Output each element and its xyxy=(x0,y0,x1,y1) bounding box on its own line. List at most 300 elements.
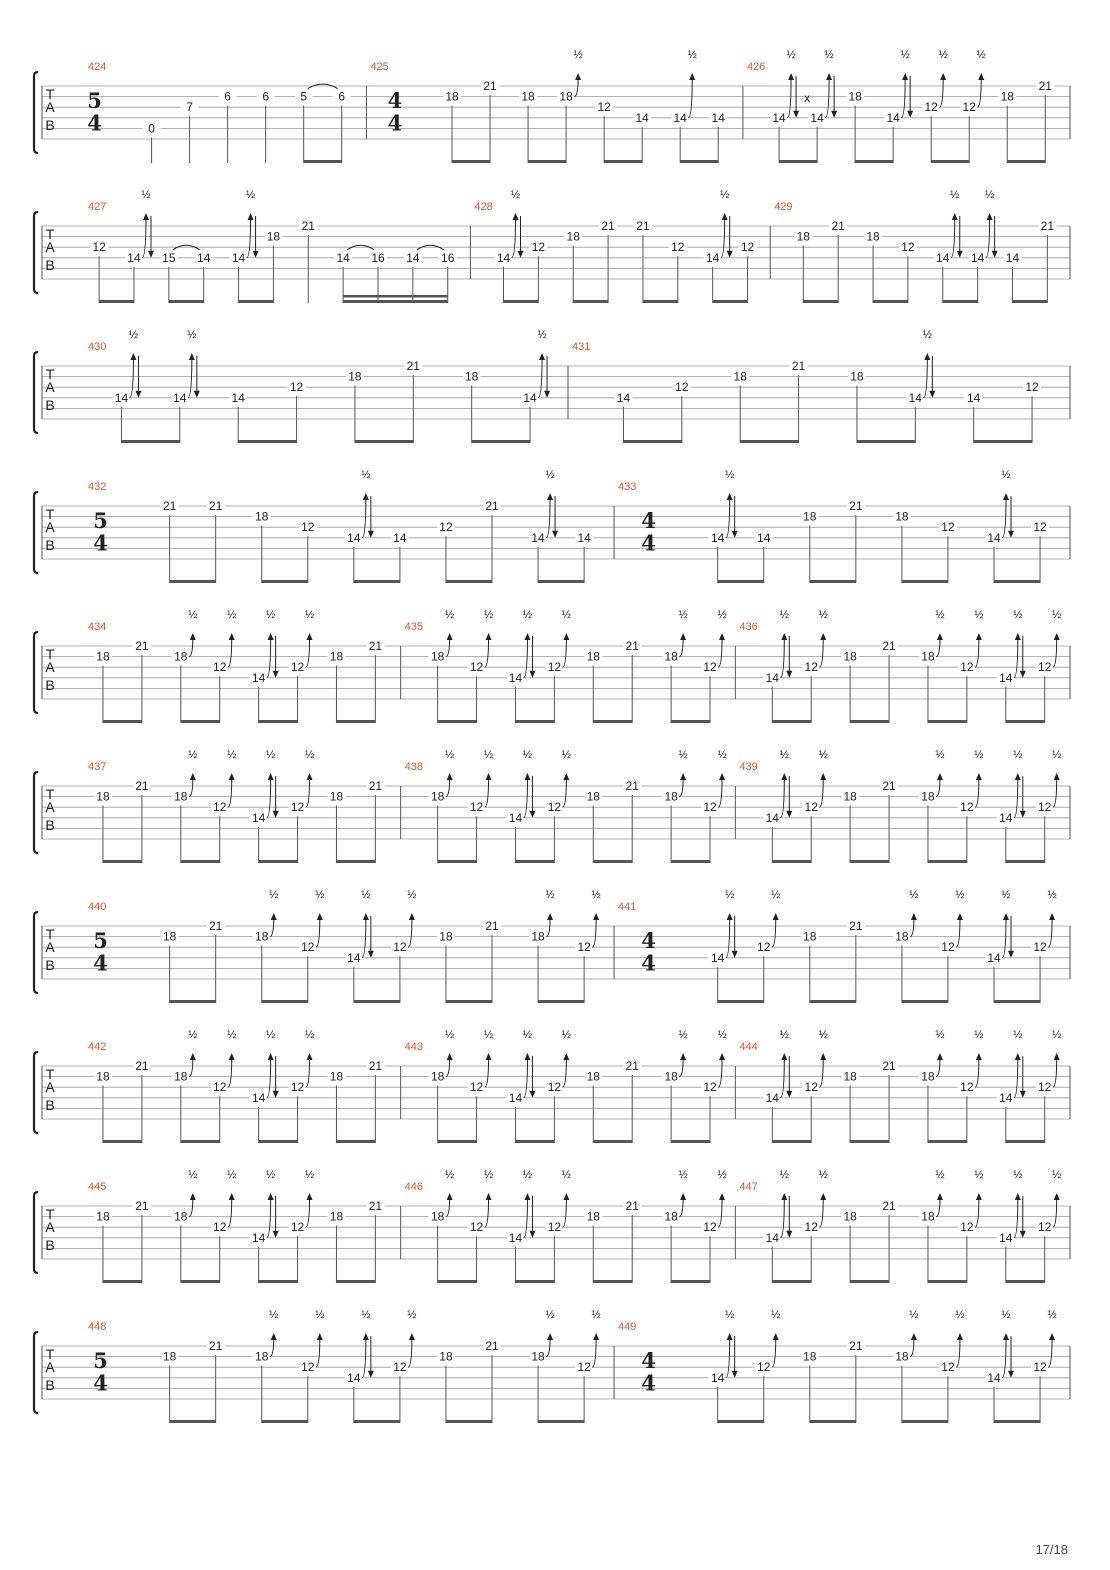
fret-number: 12 xyxy=(213,1080,227,1095)
tab-clef-letter: B xyxy=(45,116,55,133)
fret-number: 12 xyxy=(213,800,227,815)
release-arrow-icon xyxy=(1020,811,1026,818)
measure-number: 441 xyxy=(618,901,637,913)
fret-number: 18 xyxy=(664,1209,678,1224)
beam xyxy=(103,1140,142,1143)
beam xyxy=(671,860,710,863)
fret-number: 14 xyxy=(197,250,211,265)
beam xyxy=(262,1000,308,1003)
fret-number: 18 xyxy=(586,789,600,804)
fret-number: 18 xyxy=(850,369,864,384)
bend-arrow-icon xyxy=(781,1053,787,1060)
fret-number: 14 xyxy=(710,530,725,545)
fret-number: 18 xyxy=(445,89,459,104)
fret-number: 21 xyxy=(135,1199,149,1213)
fret-number: 21 xyxy=(625,1199,639,1213)
bend-arrow-icon xyxy=(409,1333,415,1340)
bend-amount-label: ½ xyxy=(407,1309,417,1321)
fret-number: 12 xyxy=(703,1080,717,1095)
beam xyxy=(170,1000,216,1003)
fret-number: 18 xyxy=(430,1069,445,1084)
fret-number: 12 xyxy=(301,940,315,955)
fret-number: 18 xyxy=(895,1349,909,1364)
beam xyxy=(446,580,492,583)
tab-system-svg xyxy=(0,749,1110,910)
fret-number: 16 xyxy=(371,250,385,265)
fret-number: 18 xyxy=(96,1069,110,1084)
fret-number: 12 xyxy=(439,520,453,535)
bend-arrow-icon xyxy=(447,773,453,780)
tab-clef-letter: A xyxy=(45,239,55,256)
fret-number: 21 xyxy=(601,219,615,233)
bend-amount-label: ½ xyxy=(818,1029,828,1041)
fret-number: 18 xyxy=(664,1069,678,1084)
system-bracket xyxy=(34,1192,38,1273)
measure-number: 444 xyxy=(739,1041,758,1053)
fret-number: 12 xyxy=(547,1080,562,1095)
bend-amount-label: ½ xyxy=(1013,1029,1023,1041)
tab-clef-letter: A xyxy=(45,799,55,816)
beam xyxy=(928,1140,967,1143)
bend-amount-label: ½ xyxy=(678,609,688,621)
fret-number: 12 xyxy=(213,1220,227,1235)
beam xyxy=(181,720,220,723)
bend-amount-label: ½ xyxy=(561,609,571,621)
tab-system xyxy=(0,189,1110,350)
bend-arrow-icon xyxy=(719,773,725,780)
bend-arrow-icon xyxy=(727,913,733,920)
bend-amount-label: ½ xyxy=(725,889,735,901)
bend-arrow-icon xyxy=(902,73,908,80)
bend-arrow-icon xyxy=(820,1193,826,1200)
bend-amount-label: ½ xyxy=(985,189,995,201)
time-signature-bottom: 4 xyxy=(93,530,108,556)
bend-amount-label: ½ xyxy=(445,1029,455,1041)
beam xyxy=(336,860,375,863)
fret-number: 12 xyxy=(301,1360,315,1375)
beam xyxy=(99,300,134,303)
bend-arrow-icon xyxy=(447,633,453,640)
release-arrow-icon xyxy=(273,1091,279,1098)
fret-number: 14 xyxy=(772,110,786,125)
bend-amount-label: ½ xyxy=(935,609,945,621)
fret-number: 12 xyxy=(469,800,484,815)
fret-number: 21 xyxy=(625,639,639,653)
bend-arrow-icon xyxy=(363,913,369,920)
fret-number: 12 xyxy=(301,520,315,535)
bend-amount-label: ½ xyxy=(128,329,139,341)
bend-arrow-icon xyxy=(409,913,415,920)
fret-number: 12 xyxy=(577,940,591,955)
bend-amount-label: ½ xyxy=(678,1029,688,1041)
tab-clef-letter: T xyxy=(45,506,55,522)
bend-amount-label: ½ xyxy=(779,749,789,761)
tab-system-svg xyxy=(0,189,1110,350)
bend-arrow-icon xyxy=(190,773,196,780)
fret-number: 21 xyxy=(368,1059,383,1073)
bend-amount-label: ½ xyxy=(779,1029,789,1041)
tab-clef-letter: T xyxy=(45,366,55,382)
fret-number: 12 xyxy=(924,100,938,115)
bend-amount-label: ½ xyxy=(445,749,455,761)
measure-number: 447 xyxy=(739,1181,758,1193)
bend-amount-label: ½ xyxy=(304,1029,315,1041)
fret-number: 12 xyxy=(469,660,484,675)
release-arrow-icon xyxy=(1020,1091,1026,1098)
time-signature-top: 4 xyxy=(641,508,656,534)
beam xyxy=(472,440,530,443)
fret-number: 18 xyxy=(664,789,678,804)
bend-arrow-icon xyxy=(248,213,254,220)
bend-arrow-icon xyxy=(524,1193,530,1200)
beam xyxy=(994,1000,1040,1003)
beam xyxy=(604,160,642,163)
bend-arrow-icon xyxy=(1049,913,1055,920)
beam xyxy=(239,300,274,303)
bend-amount-label: ½ xyxy=(1001,889,1011,901)
release-arrow-icon xyxy=(368,951,374,958)
fret-number: 12 xyxy=(290,660,305,675)
fret-number: 6 xyxy=(224,89,231,104)
bend-amount-label: ½ xyxy=(361,469,371,481)
fret-number: 14 xyxy=(987,530,1001,545)
bend-amount-label: ½ xyxy=(786,49,796,61)
bend-amount-label: ½ xyxy=(510,189,521,201)
system-bracket xyxy=(34,212,38,293)
fret-number: 14 xyxy=(393,530,407,545)
release-arrow-icon xyxy=(544,391,550,398)
tab-clef-letter: A xyxy=(45,1359,55,1376)
fret-number: 14 xyxy=(705,250,720,265)
measure-number: 446 xyxy=(404,1181,424,1193)
release-arrow-icon xyxy=(1008,1371,1014,1378)
tab-clef-letter: B xyxy=(45,1376,55,1393)
time-signature-top: 5 xyxy=(93,508,108,534)
fret-number: 14 xyxy=(508,1230,523,1245)
bend-arrow-icon xyxy=(229,773,235,780)
fret-number: 14 xyxy=(231,390,245,405)
bend-amount-label: ½ xyxy=(725,1309,735,1321)
beam xyxy=(772,720,811,723)
beam xyxy=(931,160,969,163)
bend-amount-label: ½ xyxy=(188,1169,198,1181)
fret-number: 14 xyxy=(347,1370,361,1385)
system-bracket xyxy=(34,72,38,153)
bend-amount-label: ½ xyxy=(1047,889,1057,901)
fret-number: 14 xyxy=(886,110,900,125)
bend-arrow-icon xyxy=(486,773,492,780)
tab-clef-letter: B xyxy=(45,956,55,973)
bend-amount-label: ½ xyxy=(227,1169,237,1181)
time-signature-top: 5 xyxy=(87,88,102,114)
measure-number: 430 xyxy=(88,341,107,353)
fret-number: 14 xyxy=(508,670,523,685)
measure-number: 424 xyxy=(88,61,107,73)
bend-arrow-icon xyxy=(937,1053,943,1060)
fret-number: 21 xyxy=(849,499,863,513)
fret-number: 5 xyxy=(300,89,308,104)
fret-number: 12 xyxy=(547,660,562,675)
bend-arrow-icon xyxy=(680,773,686,780)
fret-number: 21 xyxy=(135,1059,149,1073)
bend-amount-label: ½ xyxy=(678,749,688,761)
bend-arrow-icon xyxy=(689,73,695,80)
fret-number: 14 xyxy=(765,1090,779,1105)
beam xyxy=(121,440,179,443)
beam xyxy=(438,1140,477,1143)
release-arrow-icon xyxy=(529,811,535,818)
bend-arrow-icon xyxy=(976,1193,982,1200)
fret-number: 12 xyxy=(547,800,562,815)
measure-number: 445 xyxy=(88,1181,107,1193)
bend-amount-label: ½ xyxy=(591,1309,601,1321)
fret-number: 18 xyxy=(733,369,747,384)
bend-arrow-icon xyxy=(524,773,530,780)
fret-number: 21 xyxy=(849,919,863,933)
bend-amount-label: ½ xyxy=(771,1309,781,1321)
fret-number: 14 xyxy=(114,390,129,405)
release-arrow-icon xyxy=(786,1231,792,1238)
beam xyxy=(354,580,400,583)
fret-number: 14 xyxy=(757,530,771,545)
beam xyxy=(772,1140,811,1143)
bend-amount-label: ½ xyxy=(935,749,945,761)
bend-arrow-icon xyxy=(680,1053,686,1060)
bend-arrow-icon xyxy=(1049,1333,1055,1340)
fret-number: 12 xyxy=(960,800,974,815)
time-signature-bottom: 4 xyxy=(387,110,403,136)
fret-number: 14 xyxy=(531,530,545,545)
bend-amount-label: ½ xyxy=(976,49,986,61)
release-arrow-icon xyxy=(907,111,913,118)
fret-number: 12 xyxy=(960,1220,974,1235)
fret-number: 14 xyxy=(765,670,779,685)
bend-amount-label: ½ xyxy=(315,889,325,901)
fret-number: 21 xyxy=(882,1059,896,1073)
bend-arrow-icon xyxy=(1015,633,1021,640)
bend-amount-label: ½ xyxy=(573,49,583,61)
fret-number: 12 xyxy=(804,660,818,675)
bend-amount-label: ½ xyxy=(188,1029,198,1041)
bend-arrow-icon xyxy=(987,213,993,220)
fret-number: 12 xyxy=(1038,660,1052,675)
fret-number: 18 xyxy=(266,229,281,244)
bend-amount-label: ½ xyxy=(824,49,834,61)
fret-number: 12 xyxy=(671,240,685,255)
bend-amount-label: ½ xyxy=(950,189,960,201)
beam xyxy=(452,160,490,163)
beam xyxy=(169,300,204,303)
beam xyxy=(103,1280,142,1283)
fret-number: 12 xyxy=(675,380,689,395)
tab-clef-letter: T xyxy=(45,786,55,802)
fret-number: 12 xyxy=(393,1360,407,1375)
fret-number: 14 xyxy=(967,390,981,405)
fret-number: 12 xyxy=(804,1220,818,1235)
release-arrow-icon xyxy=(368,1371,374,1378)
release-arrow-icon xyxy=(194,391,200,398)
bend-amount-label: ½ xyxy=(561,749,571,761)
release-arrow-icon xyxy=(1020,671,1026,678)
bend-arrow-icon xyxy=(268,633,274,640)
bend-amount-label: ½ xyxy=(1052,1169,1062,1181)
bend-amount-label: ½ xyxy=(900,49,910,61)
measure-number: 425 xyxy=(370,61,389,73)
bend-amount-label: ½ xyxy=(227,1029,237,1041)
fret-number: 21 xyxy=(208,919,223,933)
beam-secondary xyxy=(343,295,448,298)
fret-number: 14 xyxy=(251,810,266,825)
tab-clef-letter: B xyxy=(45,676,55,693)
bend-arrow-icon xyxy=(229,1053,235,1060)
release-arrow-icon xyxy=(148,251,154,258)
fret-number: 18 xyxy=(329,649,344,664)
bend-amount-label: ½ xyxy=(935,1029,945,1041)
beam xyxy=(103,720,142,723)
beam xyxy=(902,580,948,583)
beam xyxy=(259,1280,298,1283)
beam xyxy=(643,300,678,303)
fret-number: 6 xyxy=(338,89,346,104)
time-signature-top: 5 xyxy=(93,1348,108,1374)
fret-number: 18 xyxy=(439,929,453,944)
bend-arrow-icon xyxy=(911,913,917,920)
fret-number: 18 xyxy=(803,929,817,944)
bend-arrow-icon xyxy=(957,1333,963,1340)
bend-arrow-icon xyxy=(820,1053,826,1060)
tab-clef-letter: A xyxy=(45,1079,55,1096)
tab-clef-letter: T xyxy=(45,226,55,242)
release-arrow-icon xyxy=(786,1091,792,1098)
bend-arrow-icon xyxy=(447,1193,453,1200)
beam xyxy=(779,160,817,163)
fret-number: 12 xyxy=(213,660,227,675)
fret-number: 12 xyxy=(1038,800,1052,815)
fret-number: 12 xyxy=(960,660,974,675)
tab-clef-letter: B xyxy=(45,536,55,553)
fret-number: 12 xyxy=(962,100,976,115)
release-arrow-icon xyxy=(786,811,792,818)
beam xyxy=(671,720,710,723)
bend-arrow-icon xyxy=(937,633,943,640)
bend-amount-label: ½ xyxy=(909,889,919,901)
bend-amount-label: ½ xyxy=(1052,609,1062,621)
beam xyxy=(1012,300,1047,303)
fret-number: 0 xyxy=(148,121,155,136)
fret-number: 14 xyxy=(673,110,687,125)
fret-number: 21 xyxy=(791,359,806,373)
bend-arrow-icon xyxy=(268,1193,274,1200)
bend-arrow-icon xyxy=(593,1333,599,1340)
bend-amount-label: ½ xyxy=(974,749,984,761)
fret-number: 12 xyxy=(393,940,407,955)
beam xyxy=(438,1280,477,1283)
fret-number: 14 xyxy=(765,810,779,825)
fret-number: 18 xyxy=(566,229,580,244)
tab-clef-letter: A xyxy=(45,99,55,116)
bend-arrow-icon xyxy=(524,1053,530,1060)
bend-amount-label: ½ xyxy=(1013,609,1023,621)
bend-amount-label: ½ xyxy=(591,889,601,901)
beam xyxy=(538,1420,584,1423)
beam xyxy=(857,440,915,443)
beam xyxy=(170,1420,216,1423)
bend-arrow-icon xyxy=(976,633,982,640)
fret-number: 18 xyxy=(531,1349,545,1364)
fret-number: 21 xyxy=(301,219,315,233)
bend-amount-label: ½ xyxy=(717,1029,727,1041)
bend-arrow-icon xyxy=(1054,1053,1060,1060)
fret-number: 14 xyxy=(936,250,950,265)
bend-arrow-icon xyxy=(1054,1193,1060,1200)
fret-number: 18 xyxy=(162,1349,177,1364)
beam xyxy=(336,1280,375,1283)
beam xyxy=(943,300,978,303)
fret-number: 18 xyxy=(465,369,479,384)
bend-arrow-icon xyxy=(547,913,553,920)
measure-number: 432 xyxy=(88,481,107,493)
bend-arrow-icon xyxy=(229,1193,235,1200)
bend-arrow-icon xyxy=(1015,1053,1021,1060)
fret-number: 14 xyxy=(710,950,725,965)
fret-number: 12 xyxy=(960,1080,974,1095)
release-arrow-icon xyxy=(253,251,259,258)
measure-number: 428 xyxy=(474,201,493,213)
bend-arrow-icon xyxy=(719,633,725,640)
bend-amount-label: ½ xyxy=(545,1309,555,1321)
fret-number: 12 xyxy=(1033,1360,1047,1375)
bend-arrow-icon xyxy=(1015,1193,1021,1200)
beam xyxy=(259,860,298,863)
fret-number: 21 xyxy=(208,1339,223,1353)
fret-number: 14 xyxy=(908,390,922,405)
fret-number: 12 xyxy=(740,240,755,255)
time-signature-bottom: 4 xyxy=(87,110,102,136)
system-bracket xyxy=(34,492,38,573)
fret-number: 12 xyxy=(469,1220,484,1235)
fret-number: 12 xyxy=(703,800,717,815)
release-arrow-icon xyxy=(1008,531,1014,538)
beam xyxy=(928,1280,967,1283)
beam xyxy=(538,580,584,583)
beam xyxy=(355,440,413,443)
fret-number: 21 xyxy=(849,1339,863,1353)
fret-number: 18 xyxy=(843,1069,857,1084)
bend-amount-label: ½ xyxy=(1052,1029,1062,1041)
beam xyxy=(928,720,967,723)
bend-arrow-icon xyxy=(773,913,779,920)
bend-amount-label: ½ xyxy=(938,49,948,61)
fret-number: 12 xyxy=(289,380,304,395)
fret-number: 18 xyxy=(255,929,269,944)
bend-arrow-icon xyxy=(773,1333,779,1340)
fret-number: 18 xyxy=(174,649,188,664)
bend-arrow-icon xyxy=(1003,913,1009,920)
tab-system-svg xyxy=(0,329,1110,490)
bend-arrow-icon xyxy=(486,1053,492,1060)
fret-number: 21 xyxy=(1038,79,1052,93)
bend-amount-label: ½ xyxy=(687,49,697,61)
tab-clef-letter: A xyxy=(45,939,55,956)
bend-arrow-icon xyxy=(722,213,728,220)
beam xyxy=(538,1000,584,1003)
bend-arrow-icon xyxy=(1054,633,1060,640)
bend-arrow-icon xyxy=(719,1053,725,1060)
fret-number: 14 xyxy=(336,250,350,265)
fret-number: 14 xyxy=(251,1090,266,1105)
fret-number: 14 xyxy=(711,110,725,125)
beam xyxy=(850,860,889,863)
